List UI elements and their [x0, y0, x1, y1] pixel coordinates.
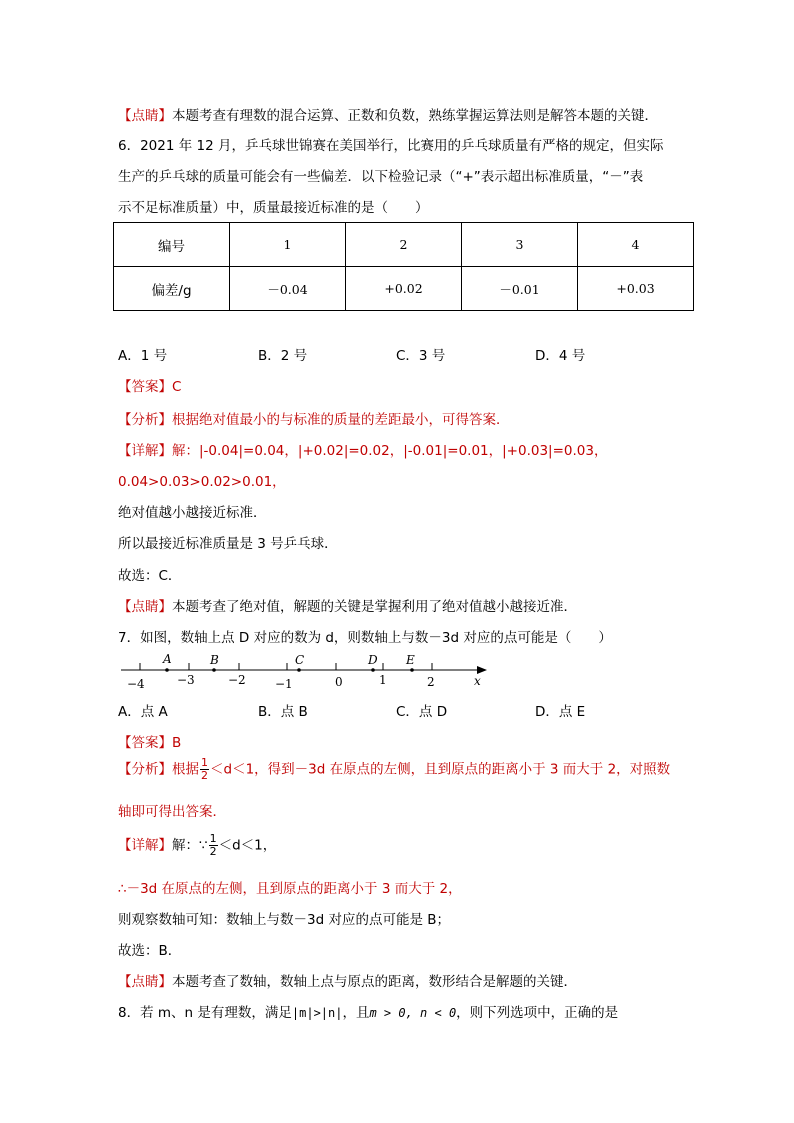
q7-answer [118, 731, 181, 751]
table-header-cell: 1 [230, 223, 346, 267]
table-row [114, 267, 694, 311]
table-cell: －0.04 [230, 267, 346, 311]
q7-stem: 7．如图，数轴上点 D 对应的数为 d，则数轴上与数－3d 对应的点可能是（ ） [118, 630, 612, 646]
dianjing-tag: 【点睛】 [118, 974, 172, 990]
q7-analysis [118, 757, 670, 782]
option-a: A．点 A [118, 704, 168, 720]
table-cell: 偏差/g [114, 267, 230, 311]
q6-analysis [118, 408, 510, 428]
axis-label: x [474, 674, 481, 688]
table-row [114, 223, 694, 267]
tick-label: −2 [228, 673, 246, 687]
dianjing-text: 本题考查了绝对值，解题的关键是掌握利用了绝对值越小越接近准． [172, 599, 577, 615]
frac-den: 2 [209, 845, 217, 858]
option-d: D．点 E [535, 704, 586, 720]
option-a: A．1 号 [118, 348, 168, 364]
q6-options [118, 344, 678, 364]
point-label: A [163, 652, 172, 666]
axis-arrow [477, 666, 487, 674]
q5-dianjing [118, 104, 658, 124]
detail-tag: 【详解】 [118, 443, 172, 459]
analysis-text: 根据绝对值最小的与标准的质量的差距最小，可得答案． [172, 412, 510, 428]
q7-detail [118, 833, 276, 858]
frac-den: 2 [201, 769, 208, 782]
q7-analysis-line2: 轴即可得出答案． [118, 804, 226, 820]
option-d: D．4 号 [535, 348, 586, 364]
table-header-cell: 4 [578, 223, 694, 267]
q8-stem [118, 1001, 618, 1021]
detail-pre: 解：∵ [172, 837, 208, 854]
q8-stem-pre: 8．若 m、n 是有理数，满足 [118, 1005, 292, 1021]
q8-stem-mid: ，且 [342, 1005, 370, 1021]
q7-options [118, 700, 678, 720]
frac-num: 1 [209, 832, 217, 845]
q7-choose: 故选：B． [118, 943, 182, 959]
point-e [410, 668, 414, 672]
q6-stem-line3: 示不足标准质量）中，质量最接近标准的是（ ） [118, 200, 429, 216]
q6-detail-line2: 0.04>0.03>0.02>0.01， [118, 474, 286, 490]
answer-tag: 【答案】 [118, 379, 172, 395]
table-cell: +0.02 [346, 267, 462, 311]
q8-math-abs: |m|>|n| [291, 1006, 343, 1020]
q6-choose: 故选：C． [118, 568, 182, 584]
point-c [297, 668, 301, 672]
q7-detail-line2: ∴－3d 在原点的左侧，且到原点的距离小于 3 而大于 2， [118, 881, 462, 897]
option-b: B．2 号 [258, 348, 308, 364]
number-line [115, 650, 495, 692]
tick-label: 2 [427, 675, 435, 689]
tick-label: −1 [275, 677, 293, 691]
option-c: C．3 号 [396, 348, 446, 364]
q8-stem-post: ，则下列选项中，正确的是 [456, 1005, 619, 1021]
q8-math-cond: m > 0, n < 0 [369, 1006, 457, 1020]
q6-detail-line3: 绝对值越小越接近标准． [118, 505, 267, 521]
q7-detail-line3: 则观察数轴可知：数轴上与数－3d 对应的点可能是 B； [118, 912, 451, 928]
option-c: C．点 D [396, 704, 448, 720]
frac-num: 1 [201, 756, 208, 769]
detail-post: ＜d＜1， [218, 837, 277, 854]
tick-label: −3 [177, 673, 195, 687]
detail-tag: 【详解】 [118, 837, 172, 854]
tick-label: 0 [335, 675, 343, 689]
point-a [165, 668, 169, 672]
fraction-half [209, 833, 218, 858]
dianjing-tag: 【点睛】 [118, 599, 172, 615]
dianjing-text: 本题考查了数轴，数轴上点与原点的距离，数形结合是解题的关键． [172, 974, 577, 990]
point-d [371, 668, 375, 672]
table-cell: －0.01 [462, 267, 578, 311]
q6-detail-line4: 所以最接近标准质量是 3 号乒乓球． [118, 536, 338, 552]
q6-answer [118, 375, 181, 395]
table-header-cell: 2 [346, 223, 462, 267]
point-b [212, 668, 216, 672]
tick-label: 1 [379, 673, 387, 687]
q6-detail [118, 439, 607, 459]
q7-dianjing [118, 970, 577, 990]
point-label: E [406, 653, 415, 667]
analysis-tag: 【分析】 [118, 761, 172, 778]
q6-stem-line2: 生产的乒乓球的质量可能会有一些偏差．以下检验记录（“+”表示超出标准质量，“－”表 [118, 169, 644, 185]
option-b: B．点 B [258, 704, 308, 720]
answer-tag: 【答案】 [118, 735, 172, 751]
analysis-post: ＜d＜1，得到－3d 在原点的左侧，且到原点的距离小于 3 而大于 2，对照数 [210, 761, 671, 778]
dianjing-text: 本题考查有理数的混合运算、正数和负数，熟练掌握运算法则是解答本题的关键． [172, 108, 658, 124]
analysis-tag: 【分析】 [118, 412, 172, 428]
tick-label: −4 [127, 677, 145, 691]
q6-dianjing [118, 595, 577, 615]
table-header-cell: 3 [462, 223, 578, 267]
table-header-cell: 编号 [114, 223, 230, 267]
table-cell: +0.03 [578, 267, 694, 311]
detail-text: 解：|-0.04|=0.04，|+0.02|=0.02，|-0.01|=0.01，|+0.03|=0.03， [172, 443, 608, 459]
q6-table [113, 222, 694, 311]
point-label: B [210, 653, 219, 667]
point-label: D [368, 653, 378, 667]
dianjing-tag: 【点睛】 [118, 108, 172, 124]
point-label: C [295, 653, 305, 667]
q6-stem-line1: 6．2021 年 12 月，乒乓球世锦赛在美国举行，比赛用的乒乓球质量有严格的规定，但实际 [118, 138, 664, 154]
fraction-half [200, 757, 209, 782]
answer-value: C [172, 379, 182, 395]
analysis-pre: 根据 [172, 761, 199, 778]
answer-value: B [172, 735, 182, 751]
